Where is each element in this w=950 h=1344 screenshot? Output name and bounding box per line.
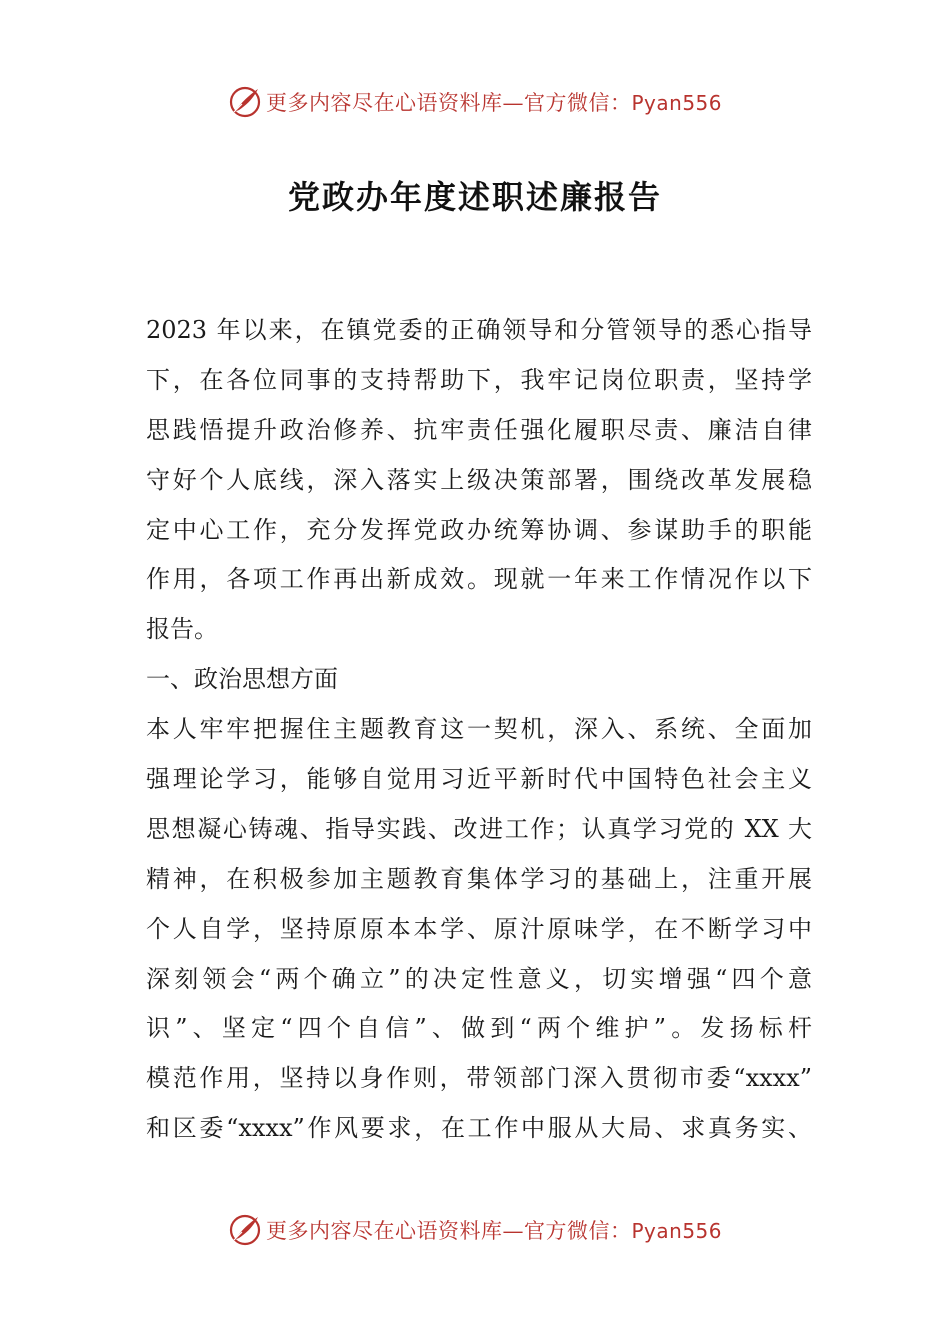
body-line: 深刻领会“两个确立”的决定性意义，切实增强“四个意 xyxy=(146,964,812,993)
body-line: 个人自学，坚持原原本本学、原汁原味学，在不断学习中 xyxy=(146,914,812,943)
section-heading: 一、政治思想方面 xyxy=(146,665,338,694)
header-watermark xyxy=(0,82,950,122)
body-line: 精神，在积极参加主题教育集体学习的基础上，注重开展 xyxy=(146,864,812,893)
body-line: 定中心工作，充分发挥党政办统筹协调、参谋助手的职能 xyxy=(146,515,812,544)
document-body xyxy=(146,306,812,1154)
body-line: 模范作用，坚持以身作则，带领部门深入贯彻市委“xxxx” xyxy=(146,1064,812,1093)
body-line: 守好个人底线，深入落实上级决策部署，围绕改革发展稳 xyxy=(146,465,812,494)
body-line: 本人牢牢把握住主题教育这一契机，深入、系统、全面加 xyxy=(146,715,812,744)
body-line: 作用，各项工作再出新成效。现就一年来工作情况作以下 xyxy=(146,565,812,594)
body-line: 思想凝心铸魂、指导实践、改进工作；认真学习党的 XX 大 xyxy=(146,814,812,843)
watermark-text: 更多内容尽在心语资料库—官方微信：Pyan556 xyxy=(265,91,722,115)
body-line: 报告。 xyxy=(146,615,218,644)
wechat-id: Pyan556 xyxy=(631,1219,722,1243)
body-line: 识”、坚定“四个自信”、做到“两个维护”。发扬标杆 xyxy=(146,1014,812,1043)
body-line: 下，在各位同事的支持帮助下，我牢记岗位职责，坚持学 xyxy=(146,365,812,394)
document-title: 党政办年度述职述廉报告 xyxy=(287,178,662,216)
footer-watermark xyxy=(0,1210,950,1250)
wechat-id: Pyan556 xyxy=(631,91,722,115)
body-line: 思践悟提升政治修养、抗牢责任强化履职尽责、廉洁自律 xyxy=(146,415,812,444)
body-line: 2023 年以来，在镇党委的正确领导和分管领导的悉心指导 xyxy=(146,316,812,344)
body-line: 和区委“xxxx”作风要求，在工作中服从大局、求真务实、 xyxy=(146,1114,812,1143)
watermark-text: 更多内容尽在心语资料库—官方微信：Pyan556 xyxy=(265,1219,722,1243)
quill-pen-circle-icon xyxy=(228,1213,262,1247)
quill-pen-circle-icon xyxy=(228,85,262,119)
body-line: 强理论学习，能够自觉用习近平新时代中国特色社会主义 xyxy=(146,765,812,794)
